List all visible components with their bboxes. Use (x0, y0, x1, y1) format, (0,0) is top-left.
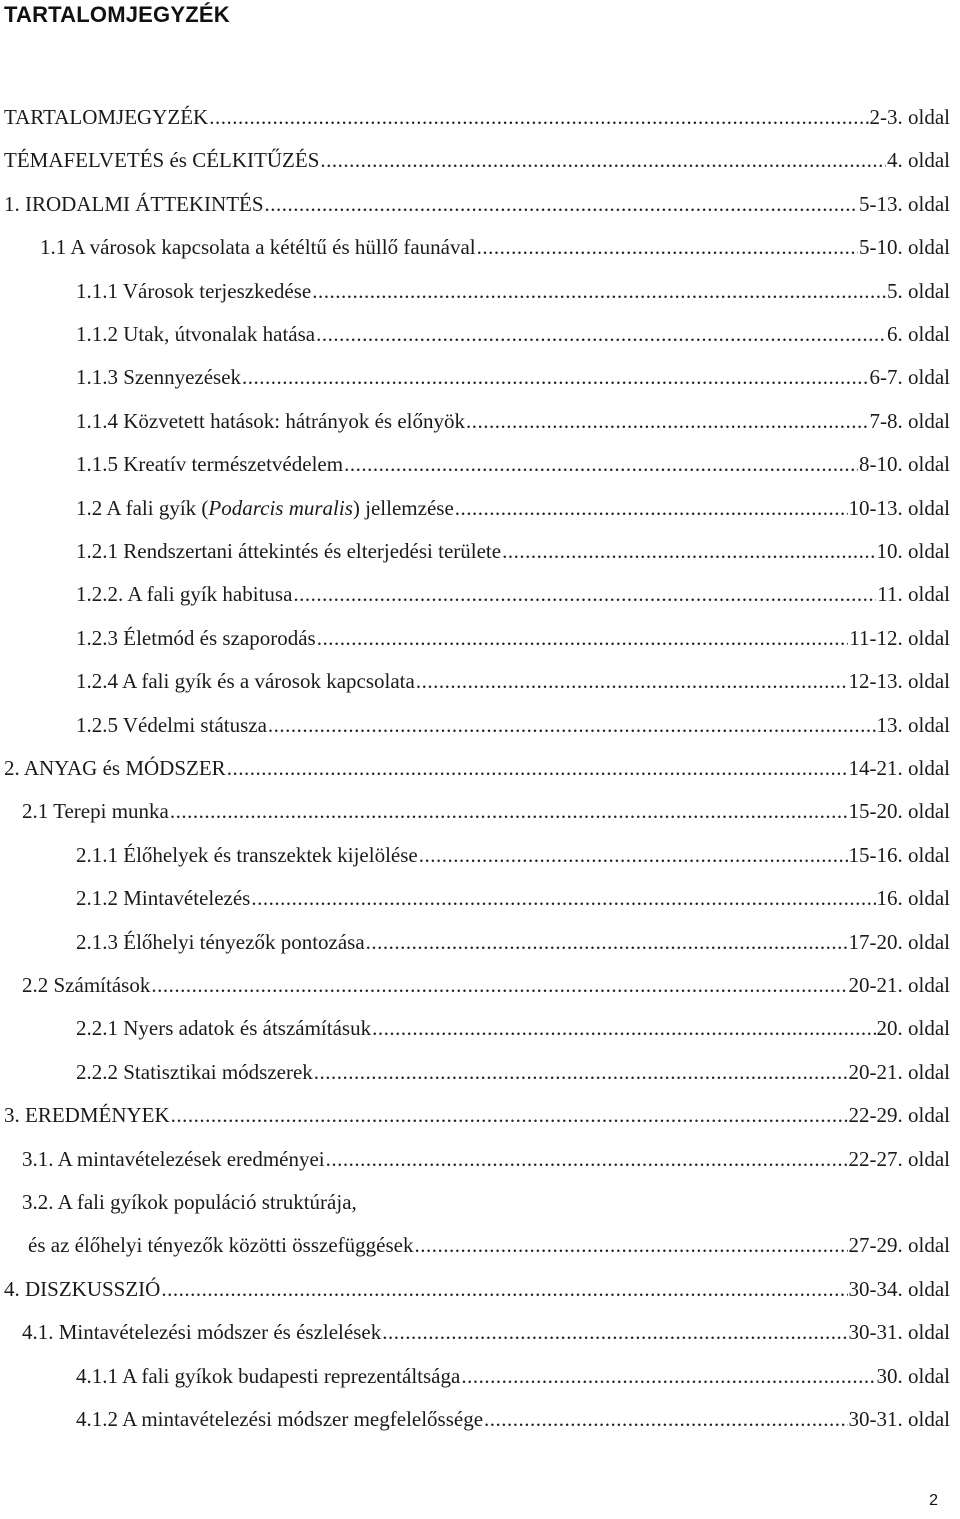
toc-entry-page: 5. oldal (887, 278, 950, 303)
toc-dot-leader (344, 449, 858, 479)
toc-entry (76, 666, 950, 696)
toc-dot-leader (268, 710, 876, 740)
species-name: Podarcis muralis (208, 495, 353, 520)
toc-entry-title: 2.1.2 Mintavételezés (76, 886, 251, 911)
toc-entry-page: 27-29. oldal (848, 1233, 950, 1258)
toc-entry-title: 3.1. A mintavételezések eredményei (22, 1146, 325, 1171)
toc-entry-page: 11. oldal (877, 582, 950, 607)
toc-entry-title: és az élőhelyi tényezők közötti összefüggések (28, 1233, 414, 1258)
toc-entry (22, 970, 950, 1000)
toc-entry (40, 232, 950, 262)
toc-entry-page: 5-10. oldal (859, 235, 950, 260)
toc-entry-title: 2.1.3 Élőhelyi tényezők pontozása (76, 929, 365, 954)
toc-dot-leader (293, 579, 876, 609)
toc-dot-leader (170, 796, 848, 826)
toc-entry-title: 1.2.2. A fali gyík habitusa (76, 582, 293, 607)
toc-entry (4, 753, 950, 783)
toc-dot-leader (151, 970, 847, 1000)
toc-entry-title: 1.1.3 Szennyezések (76, 365, 242, 390)
toc-entry (76, 1057, 950, 1087)
toc-entry (76, 1013, 950, 1043)
toc-entry-title: 4.1.2 A mintavételezési módszer megfelelőssége (76, 1407, 484, 1431)
toc-entry-page: 22-27. oldal (848, 1146, 950, 1171)
toc-dot-leader (502, 536, 875, 566)
toc-entry-page: 11-12. oldal (849, 625, 950, 650)
toc-entry (4, 102, 950, 132)
toc-dot-leader (265, 189, 858, 219)
toc-entry-page: 6. oldal (887, 322, 950, 346)
toc-entry-page: 13. oldal (876, 712, 950, 737)
toc-dot-leader (419, 840, 848, 870)
toc-entry-page: 30-31. oldal (848, 1320, 950, 1345)
toc-entry-page: 10-13. oldal (848, 495, 950, 520)
toc-entry (4, 145, 950, 175)
toc-entry-title: 1.2.4 A fali gyík és a városok kapcsolata (76, 669, 415, 694)
toc-entry-page: 5-13. oldal (859, 191, 950, 216)
toc-dot-leader (317, 623, 849, 653)
toc-entry-title: 2. ANYAG és MÓDSZER (4, 756, 226, 780)
toc-entry-title: 1.1.2 Utak, útvonalak hatása (76, 322, 316, 346)
toc-entry-title: 3.2. A fali gyíkok populáció struktúrája, (22, 1190, 357, 1214)
toc-dot-leader (455, 493, 848, 523)
toc-entry-title: 1.1.1 Városok terjeszkedése (76, 278, 312, 303)
toc-dot-leader (414, 1230, 847, 1260)
toc-dot-leader (466, 406, 869, 436)
toc-dot-leader (251, 883, 875, 913)
toc-entry (22, 1144, 950, 1174)
toc-entry (76, 406, 950, 436)
toc-dot-leader (484, 1404, 847, 1434)
toc-entry-page: 16. oldal (876, 886, 950, 911)
toc-title-part: ) jellemzése (352, 495, 454, 520)
toc-entry-title: 1.1.5 Kreatív természetvédelem (76, 452, 344, 477)
toc-entry-title: 1.2.1 Rendszertani áttekintés és elterjedési területe (76, 539, 502, 563)
toc-dot-leader (461, 1361, 875, 1391)
toc-entry (28, 1230, 950, 1260)
toc-entry-page: 30-31. oldal (848, 1407, 950, 1431)
toc-entry-title: 4. DISZKUSSZIÓ (4, 1276, 161, 1301)
toc-entry-title: 2.2.1 Nyers adatok és átszámításuk (76, 1016, 372, 1041)
toc-entry (76, 579, 950, 609)
toc-heading: TARTALOMJEGYZÉK (4, 2, 230, 27)
toc-dot-leader (314, 1057, 848, 1087)
toc-entry (4, 189, 950, 219)
toc-entry (76, 449, 950, 479)
toc-entry-page: 20-21. oldal (848, 1059, 950, 1084)
toc-entry-page: 15-20. oldal (848, 799, 950, 824)
toc-entry-title: 3. EREDMÉNYEK (4, 1103, 170, 1128)
toc-entry (76, 493, 950, 523)
toc-entry-title: 1.2.5 Védelmi státusza (76, 712, 267, 737)
toc-entry-title: 2.2 Számítások (22, 973, 151, 997)
toc-entry (76, 1361, 950, 1391)
toc-dot-leader (209, 102, 868, 132)
toc-dot-leader (477, 232, 858, 262)
toc-entry-page: 20-21. oldal (848, 973, 950, 997)
toc-entry-page: 7-8. oldal (869, 408, 950, 433)
toc-entry-title: TÉMAFELVETÉS és CÉLKITŰZÉS (4, 148, 320, 173)
toc-entry-page: 4. oldal (887, 148, 950, 173)
toc-entry-page: 10. oldal (876, 539, 950, 563)
toc-entry (76, 927, 950, 957)
toc-dot-leader (416, 666, 848, 696)
toc-entry-title (76, 493, 454, 523)
toc-entry-title: 4.1. Mintavételezési módszer és észlelések (22, 1320, 382, 1345)
toc-entry-page: 17-20. oldal (848, 929, 950, 954)
toc-entry-page: 30-34. oldal (848, 1276, 950, 1301)
toc-entry-title: 1.1 A városok kapcsolata a kétéltű és hüllő faunával (40, 235, 476, 260)
toc-dot-leader (242, 362, 868, 392)
toc-entry-page: 2-3. oldal (869, 105, 950, 129)
toc-dot-leader (316, 319, 886, 349)
toc-entry-page: 15-16. oldal (848, 842, 950, 867)
toc-entry-page: 6-7. oldal (869, 365, 950, 390)
toc-entry-page: 30. oldal (876, 1363, 950, 1388)
toc-entry (76, 1404, 950, 1434)
toc-entry-title: 2.1.1 Élőhelyek és transzektek kijelölése (76, 842, 418, 867)
toc-entry-title: 1.1.4 Közvetett hatások: hátrányok és előnyök (76, 408, 465, 433)
toc-entry (76, 710, 950, 740)
toc-dot-leader (171, 1100, 848, 1130)
toc-entry-page: 12-13. oldal (848, 669, 950, 694)
toc-entry-title: 2.1 Terepi munka (22, 799, 169, 824)
toc-entry-title: 2.2.2 Statisztikai módszerek (76, 1059, 313, 1084)
toc-entry (4, 1100, 950, 1130)
toc-entry-page: 22-29. oldal (848, 1103, 950, 1128)
toc-dot-leader (382, 1317, 847, 1347)
toc-entry (76, 536, 950, 566)
toc-entry (76, 319, 950, 349)
toc-dot-leader (312, 276, 886, 306)
toc-entry (76, 883, 950, 913)
toc-entry-page: 14-21. oldal (848, 756, 950, 780)
page-number: 2 (929, 1492, 938, 1509)
toc-entry (76, 276, 950, 306)
toc-entry (76, 840, 950, 870)
toc-entry-page: 8-10. oldal (859, 452, 950, 477)
toc-entry-title: 1. IRODALMI ÁTTEKINTÉS (4, 191, 264, 216)
toc-entry-page: 20. oldal (876, 1016, 950, 1041)
toc-dot-leader (326, 1144, 848, 1174)
toc-dot-leader (366, 927, 848, 957)
toc-entry (76, 623, 950, 653)
toc-title-part: 1.2 A fali gyík ( (76, 495, 209, 520)
toc-dot-leader (161, 1274, 847, 1304)
toc-entry (76, 362, 950, 392)
toc-entry (4, 1274, 950, 1304)
toc-entry-title: TARTALOMJEGYZÉK (4, 105, 209, 129)
toc-entry (22, 1317, 950, 1347)
toc-entry-title: 1.2.3 Életmód és szaporodás (76, 625, 316, 650)
toc-entry-title: 4.1.1 A fali gyíkok budapesti reprezentáltsága (76, 1363, 461, 1388)
toc-dot-leader (372, 1013, 875, 1043)
toc-entry (22, 1187, 950, 1217)
toc-dot-leader (227, 753, 848, 783)
toc-dot-leader (320, 145, 886, 175)
toc-entry (22, 796, 950, 826)
